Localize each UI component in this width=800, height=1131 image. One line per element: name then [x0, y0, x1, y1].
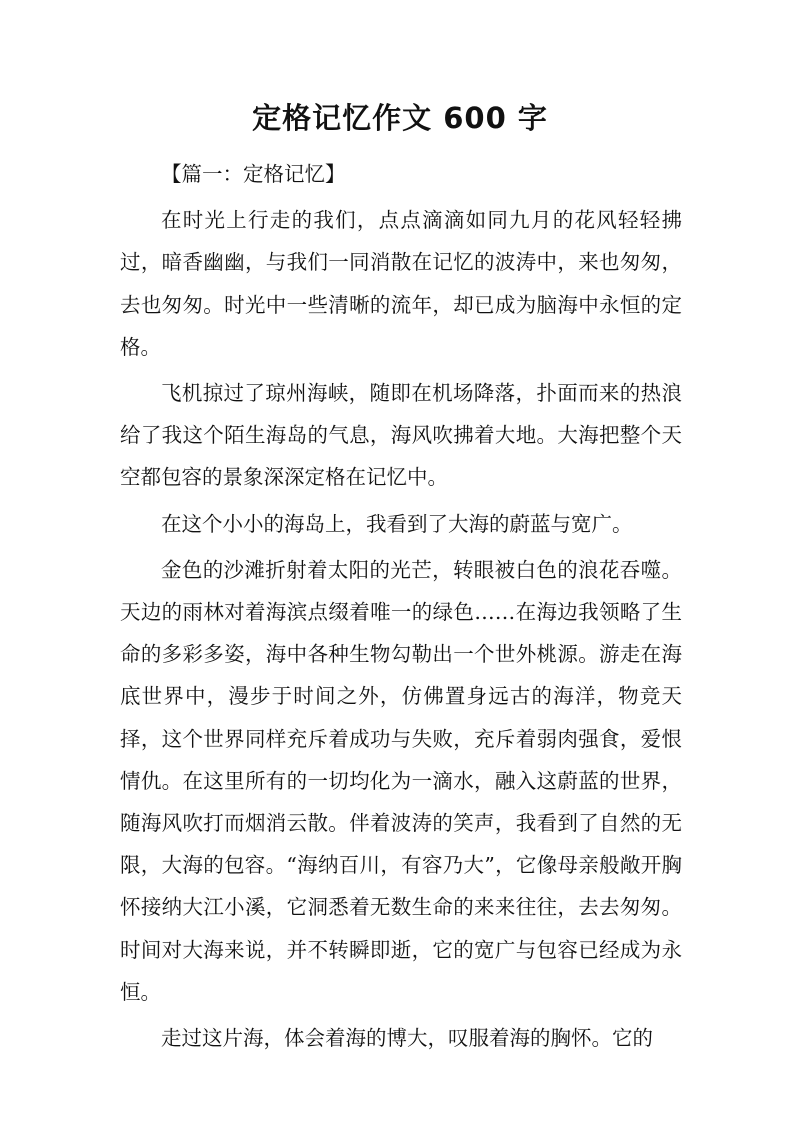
paragraph: 飞机掠过了琼州海峡，随即在机场降落，扑面而来的热浪给了我这个陌生海岛的气息，海风吹拂着大地。大海把整个天空都包容的景象深深定格在记忆中。	[120, 381, 682, 490]
paragraph: 在这个小小的海岛上，我看到了大海的蔚蓝与宽广。	[161, 511, 633, 536]
document-body	[120, 153, 682, 1063]
section-heading: 【篇一：定格记忆】	[161, 162, 346, 186]
paragraph: 走过这片海，体会着海的博大，叹服着海的胸怀。它的	[161, 1026, 653, 1051]
paragraph: 金色的沙滩折射着太阳的光芒，转眼被白色的浪花吞噬。天边的雨林对着海滨点缀着唯一的绿色……在海边我领略了生命的多彩多姿，海中各种生物勾勒出一个世外桃源。游走在海底世界中，漫步于时间之外，仿佛置身远古的海洋，物竞天择，这个世界同样充斥着成功与失败，充斥着弱肉强食，爱恨情仇。在这里所有的一切均化为一滴水，融入这蔚蓝的世界，随海风吹打而烟消云散。伴着波涛的笑声，我看到了自然的无限，大海的包容。“海纳百川，有容乃大”，它像母亲般敞开胸怀接纳大江小溪，它洞悉着无数生命的来来往往，去去匆匆。时间对大海来说，并不转瞬即逝，它的宽广与包容已经成为永恒。	[120, 557, 682, 1004]
document-title: 定格记忆作文 600 字	[252, 101, 548, 135]
paragraph: 在时光上行走的我们，点点滴滴如同九月的花风轻轻拂过，暗香幽幽，与我们一同消散在记忆的波涛中，来也匆匆，去也匆匆。时光中一些清晰的流年，却已成为脑海中永恒的定格。	[120, 208, 682, 359]
